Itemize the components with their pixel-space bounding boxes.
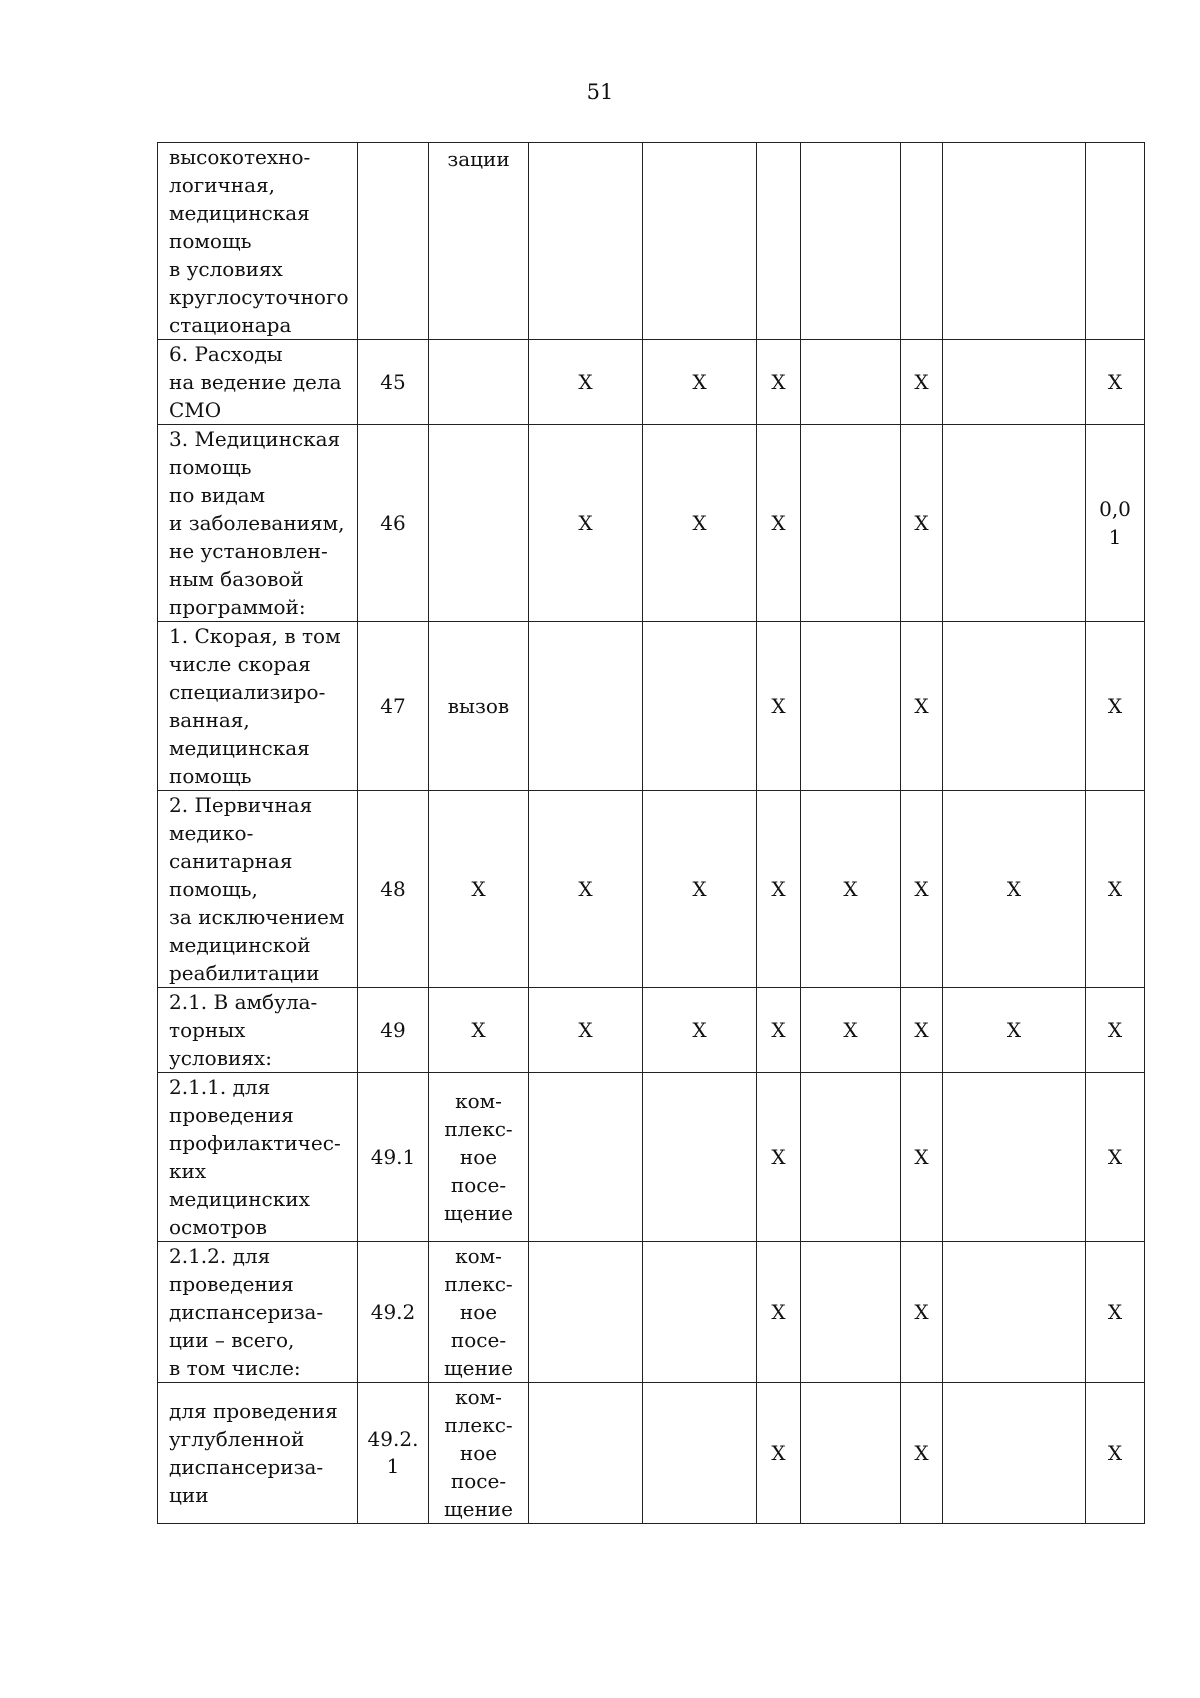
- unit-cell: ком- плекс- ное посе- щение: [429, 1383, 529, 1524]
- row-name-cell: 2. Первичная медико- санитарная помощь, за исключением медицинской реабилитации: [158, 791, 358, 988]
- row-name-cell: 3. Медицинская помощь по видам и заболеваниям, не установлен- ным базовой программой:: [158, 425, 358, 622]
- unit-cell: Х: [429, 791, 529, 988]
- table-row: [158, 988, 1145, 1073]
- value-cell: [643, 143, 757, 340]
- row-name-cell: 1. Скорая, в том числе скорая специализиро- ванная, медицинская помощь: [158, 622, 358, 791]
- row-name-cell: для проведения углубленной диспансериза- ции: [158, 1383, 358, 1524]
- line-number-cell: 46: [358, 425, 429, 622]
- row-name-cell: 2.1. В амбула- торных условиях:: [158, 988, 358, 1073]
- row-name-cell: высокотехно- логичная, медицинская помощь в условиях круглосуточного стационара: [158, 143, 358, 340]
- value-cell: [801, 425, 901, 622]
- value-cell: 0,0 1: [1086, 425, 1145, 622]
- value-cell: [529, 622, 643, 791]
- value-cell: Х: [801, 988, 901, 1073]
- value-cell: Х: [901, 1073, 943, 1242]
- line-number-cell: [358, 143, 429, 340]
- value-cell: Х: [901, 988, 943, 1073]
- value-cell: Х: [1086, 791, 1145, 988]
- value-cell: Х: [1086, 1383, 1145, 1524]
- line-number-cell: 47: [358, 622, 429, 791]
- value-cell: [529, 143, 643, 340]
- table-row: [158, 143, 1145, 340]
- value-cell: Х: [943, 988, 1086, 1073]
- value-cell: Х: [801, 791, 901, 988]
- unit-cell: ком- плекс- ное посе- щение: [429, 1242, 529, 1383]
- unit-cell: [429, 425, 529, 622]
- value-cell: Х: [1086, 340, 1145, 425]
- table-row: [158, 340, 1145, 425]
- unit-cell: зации: [429, 143, 529, 340]
- line-number-cell: 49.1: [358, 1073, 429, 1242]
- row-name-cell: 6. Расходы на ведение дела СМО: [158, 340, 358, 425]
- value-cell: [801, 1383, 901, 1524]
- value-cell: Х: [757, 1073, 801, 1242]
- value-cell: [643, 622, 757, 791]
- table-row: [158, 1073, 1145, 1242]
- value-cell: [801, 1242, 901, 1383]
- value-cell: [1086, 143, 1145, 340]
- value-cell: [801, 340, 901, 425]
- table-row: [158, 1383, 1145, 1524]
- value-cell: [757, 143, 801, 340]
- table-row: [158, 791, 1145, 988]
- value-cell: Х: [529, 791, 643, 988]
- row-name-cell: 2.1.1. для проведения профилактичес- ких медицинских осмотров: [158, 1073, 358, 1242]
- value-cell: Х: [943, 791, 1086, 988]
- value-cell: [643, 1073, 757, 1242]
- table-row: [158, 1242, 1145, 1383]
- value-cell: [801, 143, 901, 340]
- table-row: [158, 622, 1145, 791]
- table-row: [158, 425, 1145, 622]
- value-cell: [801, 1073, 901, 1242]
- value-cell: Х: [901, 1383, 943, 1524]
- unit-cell: Х: [429, 988, 529, 1073]
- line-number-cell: 49.2: [358, 1242, 429, 1383]
- value-cell: [943, 1073, 1086, 1242]
- value-cell: [943, 340, 1086, 425]
- unit-cell: ком- плекс- ное посе- щение: [429, 1073, 529, 1242]
- value-cell: Х: [901, 340, 943, 425]
- line-number-cell: 48: [358, 791, 429, 988]
- value-cell: Х: [1086, 1073, 1145, 1242]
- line-number-cell: 45: [358, 340, 429, 425]
- value-cell: Х: [757, 425, 801, 622]
- value-cell: [643, 1383, 757, 1524]
- value-cell: Х: [757, 1383, 801, 1524]
- page-number: 51: [586, 80, 614, 104]
- value-cell: [901, 143, 943, 340]
- line-number-cell: 49.2. 1: [358, 1383, 429, 1524]
- value-cell: Х: [529, 340, 643, 425]
- value-cell: [801, 622, 901, 791]
- unit-cell: [429, 340, 529, 425]
- value-cell: Х: [643, 988, 757, 1073]
- value-cell: Х: [643, 425, 757, 622]
- value-cell: [943, 143, 1086, 340]
- row-name-cell: 2.1.2. для проведения диспансериза- ции – всего, в том числе:: [158, 1242, 358, 1383]
- value-cell: [529, 1383, 643, 1524]
- value-cell: [643, 1242, 757, 1383]
- value-cell: Х: [1086, 1242, 1145, 1383]
- value-cell: Х: [757, 988, 801, 1073]
- value-cell: Х: [901, 1242, 943, 1383]
- data-table: [157, 142, 1145, 1524]
- value-cell: Х: [1086, 988, 1145, 1073]
- unit-cell: вызов: [429, 622, 529, 791]
- value-cell: [943, 1242, 1086, 1383]
- value-cell: Х: [901, 791, 943, 988]
- value-cell: Х: [529, 988, 643, 1073]
- value-cell: Х: [757, 791, 801, 988]
- value-cell: Х: [643, 340, 757, 425]
- value-cell: Х: [901, 425, 943, 622]
- value-cell: Х: [901, 622, 943, 791]
- value-cell: Х: [757, 1242, 801, 1383]
- value-cell: [943, 1383, 1086, 1524]
- value-cell: Х: [757, 340, 801, 425]
- value-cell: Х: [643, 791, 757, 988]
- value-cell: [529, 1073, 643, 1242]
- line-number-cell: 49: [358, 988, 429, 1073]
- value-cell: Х: [1086, 622, 1145, 791]
- value-cell: [943, 622, 1086, 791]
- value-cell: Х: [529, 425, 643, 622]
- value-cell: [943, 425, 1086, 622]
- value-cell: Х: [757, 622, 801, 791]
- value-cell: [529, 1242, 643, 1383]
